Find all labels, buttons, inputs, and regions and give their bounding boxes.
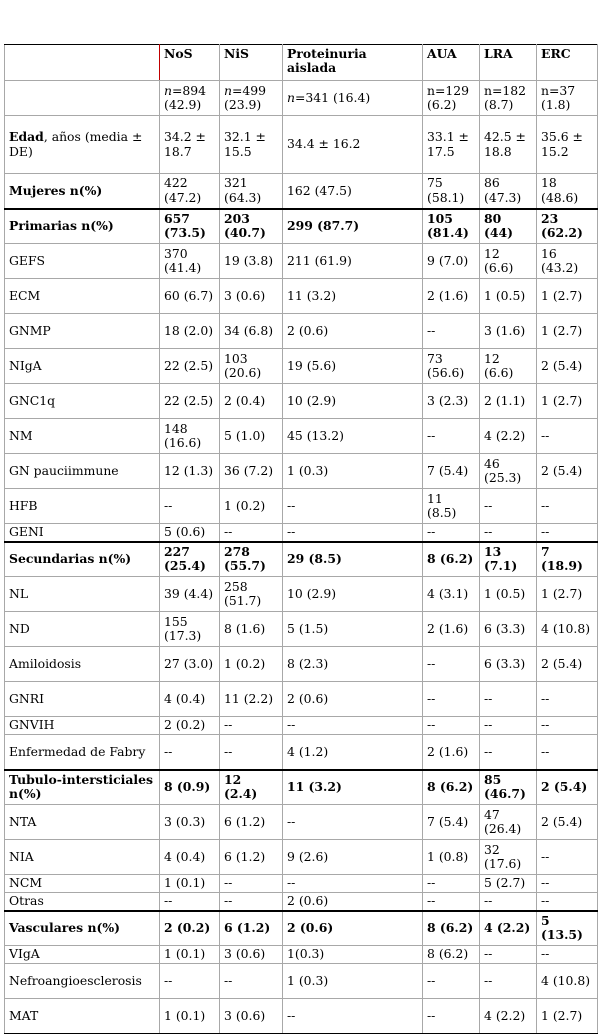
- table-row: [5, 770, 598, 805]
- table-row: [5, 489, 598, 524]
- table-cell: 8 (6.2): [423, 770, 480, 805]
- table-cell: 2 (0.6): [283, 911, 423, 946]
- table-cell: --: [480, 946, 537, 964]
- table-cell: --: [423, 999, 480, 1034]
- table-row: [5, 349, 598, 384]
- table-row: [5, 805, 598, 840]
- n-cell-text: n=182 (8.7): [484, 82, 527, 112]
- table-cell: --: [537, 946, 598, 964]
- table-cell: 4 (10.8): [537, 612, 598, 647]
- table-cell: 422 (47.2): [160, 174, 220, 209]
- table-cell: 29 (8.5): [283, 542, 423, 577]
- table-cell: 5 (1.0): [220, 419, 283, 454]
- table-cell: 46 (25.3): [480, 454, 537, 489]
- table-cell: --: [283, 489, 423, 524]
- row-label-bold: Tubulo-intersticiales n(%): [9, 771, 153, 802]
- table-row: [5, 209, 598, 244]
- table-cell: 47 (26.4): [480, 805, 537, 840]
- row-label: [5, 770, 160, 805]
- row-label-text: MAT: [9, 1007, 39, 1023]
- table-cell: 73 (56.6): [423, 349, 480, 384]
- table-cell: --: [220, 964, 283, 999]
- table-cell: 45 (13.2): [283, 419, 423, 454]
- row-label-text: Otras: [9, 893, 44, 909]
- table-cell: 4 (0.4): [160, 840, 220, 875]
- table-row: [5, 964, 598, 999]
- row-label: [5, 384, 160, 419]
- table-cell: --: [423, 875, 480, 893]
- table-cell: 1 (2.7): [537, 314, 598, 349]
- table-cell: 1 (0.5): [480, 577, 537, 612]
- table-cell: 1 (0.5): [480, 279, 537, 314]
- n-cell: [5, 81, 160, 116]
- table-row: [5, 279, 598, 314]
- table-cell: 3 (1.6): [480, 314, 537, 349]
- table-row: [5, 999, 598, 1034]
- table-cell: 10 (2.9): [283, 384, 423, 419]
- table-cell: 1 (0.2): [220, 489, 283, 524]
- table-cell: 35.6 ± 15.2: [537, 116, 598, 174]
- table-cell: 6 (1.2): [220, 911, 283, 946]
- table-cell: --: [423, 419, 480, 454]
- table-cell: 5 (2.7): [480, 875, 537, 893]
- table-cell: --: [283, 524, 423, 542]
- table-cell: 19 (3.8): [220, 244, 283, 279]
- table-cell: 6 (1.2): [220, 805, 283, 840]
- table-cell: 3 (0.6): [220, 999, 283, 1034]
- table-cell: 657 (73.5): [160, 209, 220, 244]
- row-label-text: GENI: [9, 524, 44, 540]
- table-cell: 3 (0.6): [220, 279, 283, 314]
- table-row: [5, 612, 598, 647]
- row-label-text: NM: [9, 427, 33, 443]
- table-cell: 155 (17.3): [160, 612, 220, 647]
- table-cell: 18 (48.6): [537, 174, 598, 209]
- row-label: [5, 805, 160, 840]
- table-row: [5, 577, 598, 612]
- table-cell: 22 (2.5): [160, 349, 220, 384]
- table-cell: --: [537, 524, 598, 542]
- table-cell: 4 (10.8): [537, 964, 598, 999]
- row-label-bold: Primarias n(%): [9, 218, 114, 234]
- n-cell-italic: n: [287, 89, 295, 105]
- table-cell: 11 (3.2): [283, 279, 423, 314]
- row-label: [5, 840, 160, 875]
- table-cell: 227 (25.4): [160, 542, 220, 577]
- table-cell: 8 (6.2): [423, 542, 480, 577]
- table-row: [5, 717, 598, 735]
- table-cell: --: [480, 964, 537, 999]
- row-label-bold: Mujeres n(%): [9, 182, 103, 198]
- table-cell: --: [220, 735, 283, 770]
- table-cell: --: [283, 999, 423, 1034]
- table-cell: 4 (3.1): [423, 577, 480, 612]
- table-cell: --: [160, 893, 220, 911]
- table-cell: --: [480, 524, 537, 542]
- table-cell: 2 (0.4): [220, 384, 283, 419]
- table-row: [5, 682, 598, 717]
- table-cell: 6 (3.3): [480, 647, 537, 682]
- table-cell: 11 (3.2): [283, 770, 423, 805]
- table-row: [5, 840, 598, 875]
- table-cell: --: [537, 489, 598, 524]
- table-cell: --: [537, 893, 598, 911]
- row-label-text: ECM: [9, 287, 41, 303]
- table-cell: 3 (0.3): [160, 805, 220, 840]
- table-row: [5, 875, 598, 893]
- row-label-text: GNC1q: [9, 392, 56, 408]
- row-label: [5, 682, 160, 717]
- table-cell: 12 (6.6): [480, 244, 537, 279]
- table-cell: --: [220, 875, 283, 893]
- row-label: [5, 647, 160, 682]
- row-label-text: ND: [9, 620, 30, 636]
- table-cell: --: [160, 489, 220, 524]
- row-label-text: NL: [9, 585, 29, 601]
- table-cell: 8 (0.9): [160, 770, 220, 805]
- row-label-bold: Edad: [9, 129, 44, 145]
- table-cell: 22 (2.5): [160, 384, 220, 419]
- table-cell: 1 (2.7): [537, 577, 598, 612]
- row-label: [5, 875, 160, 893]
- table-cell: --: [283, 875, 423, 893]
- table-cell: 27 (3.0): [160, 647, 220, 682]
- table-cell: 12 (1.3): [160, 454, 220, 489]
- row-label: [5, 174, 160, 209]
- table-cell: 75 (58.1): [423, 174, 480, 209]
- table-cell: --: [537, 735, 598, 770]
- table-row: [5, 946, 598, 964]
- table-cell: --: [423, 964, 480, 999]
- table-cell: 18 (2.0): [160, 314, 220, 349]
- header-cell-lra: LRA: [480, 45, 537, 81]
- table-cell: --: [160, 964, 220, 999]
- row-label-text: NIgA: [9, 357, 42, 373]
- table-cell: 2 (5.4): [537, 805, 598, 840]
- table-row: [5, 911, 598, 946]
- table-cell: --: [423, 314, 480, 349]
- n-cell-italic: n: [164, 82, 172, 98]
- table-cell: --: [423, 524, 480, 542]
- table-cell: 9 (7.0): [423, 244, 480, 279]
- row-label: [5, 577, 160, 612]
- table-cell: 105 (81.4): [423, 209, 480, 244]
- table-cell: 2 (1.6): [423, 279, 480, 314]
- table-cell: 7 (18.9): [537, 542, 598, 577]
- table-cell: --: [423, 647, 480, 682]
- row-label-text: , años (media ± DE): [9, 129, 143, 159]
- row-label: [5, 349, 160, 384]
- n-cell: [423, 81, 480, 116]
- table-cell: 8 (6.2): [423, 946, 480, 964]
- table-cell: 6 (1.2): [220, 840, 283, 875]
- table-cell: 8 (6.2): [423, 911, 480, 946]
- row-label-text: NIA: [9, 848, 34, 864]
- table-cell: 4 (0.4): [160, 682, 220, 717]
- table-cell: --: [480, 893, 537, 911]
- n-cell: [537, 81, 598, 116]
- table-cell: 2 (0.6): [283, 893, 423, 911]
- header-cell-proteinuria: Proteinuria aislada: [283, 45, 423, 81]
- row-label-text: Amiloidosis: [9, 655, 82, 671]
- n-cell-text: =499 (23.9): [224, 82, 267, 112]
- table-cell: 2 (5.4): [537, 770, 598, 805]
- table-cell: --: [220, 524, 283, 542]
- table-row: [5, 524, 598, 542]
- table-cell: 1 (0.3): [283, 964, 423, 999]
- table-cell: 10 (2.9): [283, 577, 423, 612]
- table-cell: 4 (2.2): [480, 999, 537, 1034]
- row-label: [5, 717, 160, 735]
- table-cell: 2 (1.6): [423, 612, 480, 647]
- table-cell: 3 (0.6): [220, 946, 283, 964]
- table-cell: 8 (1.6): [220, 612, 283, 647]
- table-cell: 1 (0.3): [283, 454, 423, 489]
- table-cell: 1 (0.2): [220, 647, 283, 682]
- table-row: [5, 454, 598, 489]
- table-cell: 42.5 ± 18.8: [480, 116, 537, 174]
- table-row: [5, 893, 598, 911]
- row-label-text: VIgA: [9, 946, 40, 962]
- table-cell: 4 (2.2): [480, 419, 537, 454]
- row-label-text: Nefroangioesclerosis: [9, 972, 142, 988]
- row-label: [5, 116, 160, 174]
- table-cell: 8 (2.3): [283, 647, 423, 682]
- table-cell: 1 (2.7): [537, 384, 598, 419]
- table-cell: --: [220, 893, 283, 911]
- table-cell: 3 (2.3): [423, 384, 480, 419]
- header-cell-nos: NoS: [160, 45, 220, 81]
- n-cell-text: =894 (42.9): [164, 82, 207, 112]
- row-label-text: GN pauciimmune: [9, 462, 119, 478]
- row-label-text: GNVIH: [9, 717, 55, 733]
- table-cell: 2 (1.6): [423, 735, 480, 770]
- n-cell-text: =341 (16.4): [294, 89, 371, 105]
- table-cell: 5 (13.5): [537, 911, 598, 946]
- row-label: [5, 964, 160, 999]
- row-label: [5, 735, 160, 770]
- table-cell: --: [537, 875, 598, 893]
- table-cell: --: [423, 717, 480, 735]
- table-cell: --: [220, 717, 283, 735]
- data-table: [4, 44, 598, 1034]
- table-cell: 2 (0.2): [160, 911, 220, 946]
- table-cell: --: [283, 717, 423, 735]
- table-cell: 86 (47.3): [480, 174, 537, 209]
- table-cell: 16 (43.2): [537, 244, 598, 279]
- header-cell-erc: ERC: [537, 45, 598, 81]
- n-cell-text: n=37 (1.8): [541, 82, 576, 112]
- table-cell: --: [537, 840, 598, 875]
- table-cell: 12 (6.6): [480, 349, 537, 384]
- table-cell: 4 (1.2): [283, 735, 423, 770]
- row-label-text: NTA: [9, 813, 37, 829]
- row-label: [5, 279, 160, 314]
- table-cell: 2 (5.4): [537, 454, 598, 489]
- row-label-text: HFB: [9, 497, 38, 513]
- table-body: [5, 45, 598, 1034]
- table-row: [5, 244, 598, 279]
- table-cell: 148 (16.6): [160, 419, 220, 454]
- table-cell: --: [480, 717, 537, 735]
- table-cell: 2 (0.6): [283, 314, 423, 349]
- table-cell: 11 (8.5): [423, 489, 480, 524]
- table-cell: 7 (5.4): [423, 805, 480, 840]
- table-cell: 1 (0.1): [160, 875, 220, 893]
- table-row: [5, 542, 598, 577]
- row-label: [5, 524, 160, 542]
- table-cell: 60 (6.7): [160, 279, 220, 314]
- n-cell: [160, 81, 220, 116]
- table-row: [5, 647, 598, 682]
- row-label-bold: Secundarias n(%): [9, 551, 132, 567]
- row-label: [5, 209, 160, 244]
- row-label: [5, 893, 160, 911]
- table-cell: 2 (0.2): [160, 717, 220, 735]
- table-cell: 1 (0.1): [160, 946, 220, 964]
- n-cell: [480, 81, 537, 116]
- table-cell: 321 (64.3): [220, 174, 283, 209]
- table-cell: --: [480, 682, 537, 717]
- row-label: [5, 419, 160, 454]
- table-cell: 85 (46.7): [480, 770, 537, 805]
- table-cell: 80 (44): [480, 209, 537, 244]
- table-cell: 103 (20.6): [220, 349, 283, 384]
- table-cell: 34 (6.8): [220, 314, 283, 349]
- table-cell: 278 (55.7): [220, 542, 283, 577]
- row-label: [5, 542, 160, 577]
- table-cell: 34.2 ± 18.7: [160, 116, 220, 174]
- header-cell-nis: NiS: [220, 45, 283, 81]
- table-cell: 211 (61.9): [283, 244, 423, 279]
- row-label-text: GNMP: [9, 322, 51, 338]
- table-cell: 2 (5.4): [537, 349, 598, 384]
- table-cell: --: [160, 735, 220, 770]
- table-cell: 23 (62.2): [537, 209, 598, 244]
- table-cell: 299 (87.7): [283, 209, 423, 244]
- table-cell: --: [537, 419, 598, 454]
- header-row: [5, 45, 598, 81]
- table-cell: 162 (47.5): [283, 174, 423, 209]
- table-cell: --: [537, 682, 598, 717]
- table-cell: 1 (2.7): [537, 279, 598, 314]
- row-label: [5, 314, 160, 349]
- table-cell: 9 (2.6): [283, 840, 423, 875]
- table-row: [5, 384, 598, 419]
- row-label: [5, 946, 160, 964]
- table-cell: --: [480, 489, 537, 524]
- table-cell: --: [423, 682, 480, 717]
- row-label-text: GNRI: [9, 690, 44, 706]
- n-cell: [220, 81, 283, 116]
- header-cell-empty: [5, 45, 160, 81]
- row-label-text: GEFS: [9, 252, 46, 268]
- row-label: [5, 489, 160, 524]
- n-cell-text: n=129 (6.2): [427, 82, 470, 112]
- table-cell: --: [423, 893, 480, 911]
- table-row: [5, 419, 598, 454]
- table-cell: 2 (5.4): [537, 647, 598, 682]
- table-cell: 258 (51.7): [220, 577, 283, 612]
- n-cell: [283, 81, 423, 116]
- table-cell: 36 (7.2): [220, 454, 283, 489]
- table-row: [5, 735, 598, 770]
- table-cell: 32.1 ± 15.5: [220, 116, 283, 174]
- table-cell: 1 (0.1): [160, 999, 220, 1034]
- table-cell: 32 (17.6): [480, 840, 537, 875]
- row-label: [5, 244, 160, 279]
- row-label-text: Enfermedad de Fabry: [9, 743, 146, 759]
- row-label: [5, 999, 160, 1034]
- n-row: [5, 81, 598, 116]
- n-cell-italic: n: [224, 82, 232, 98]
- table-cell: 11 (2.2): [220, 682, 283, 717]
- row-label-bold: Vasculares n(%): [9, 920, 120, 936]
- row-label-text: NCM: [9, 875, 43, 891]
- table-cell: 203 (40.7): [220, 209, 283, 244]
- table-row: [5, 174, 598, 209]
- table-cell: 5 (1.5): [283, 612, 423, 647]
- table-cell: 1 (2.7): [537, 999, 598, 1034]
- table-cell: 1 (0.8): [423, 840, 480, 875]
- table-cell: 33.1 ± 17.5: [423, 116, 480, 174]
- table-row: [5, 116, 598, 174]
- table-cell: 19 (5.6): [283, 349, 423, 384]
- row-label: [5, 612, 160, 647]
- header-cell-aua: AUA: [423, 45, 480, 81]
- table-cell: --: [283, 805, 423, 840]
- table-cell: 370 (41.4): [160, 244, 220, 279]
- table-cell: 6 (3.3): [480, 612, 537, 647]
- table-cell: --: [537, 717, 598, 735]
- table-cell: --: [480, 735, 537, 770]
- table-cell: 39 (4.4): [160, 577, 220, 612]
- row-label: [5, 911, 160, 946]
- table-cell: 4 (2.2): [480, 911, 537, 946]
- row-label: [5, 454, 160, 489]
- table-cell: 1(0.3): [283, 946, 423, 964]
- table-cell: 5 (0.6): [160, 524, 220, 542]
- table-cell: 12 (2.4): [220, 770, 283, 805]
- table-cell: 7 (5.4): [423, 454, 480, 489]
- table-row: [5, 314, 598, 349]
- table-cell: 34.4 ± 16.2: [283, 116, 423, 174]
- table-cell: 13 (7.1): [480, 542, 537, 577]
- table-cell: 2 (1.1): [480, 384, 537, 419]
- table-cell: 2 (0.6): [283, 682, 423, 717]
